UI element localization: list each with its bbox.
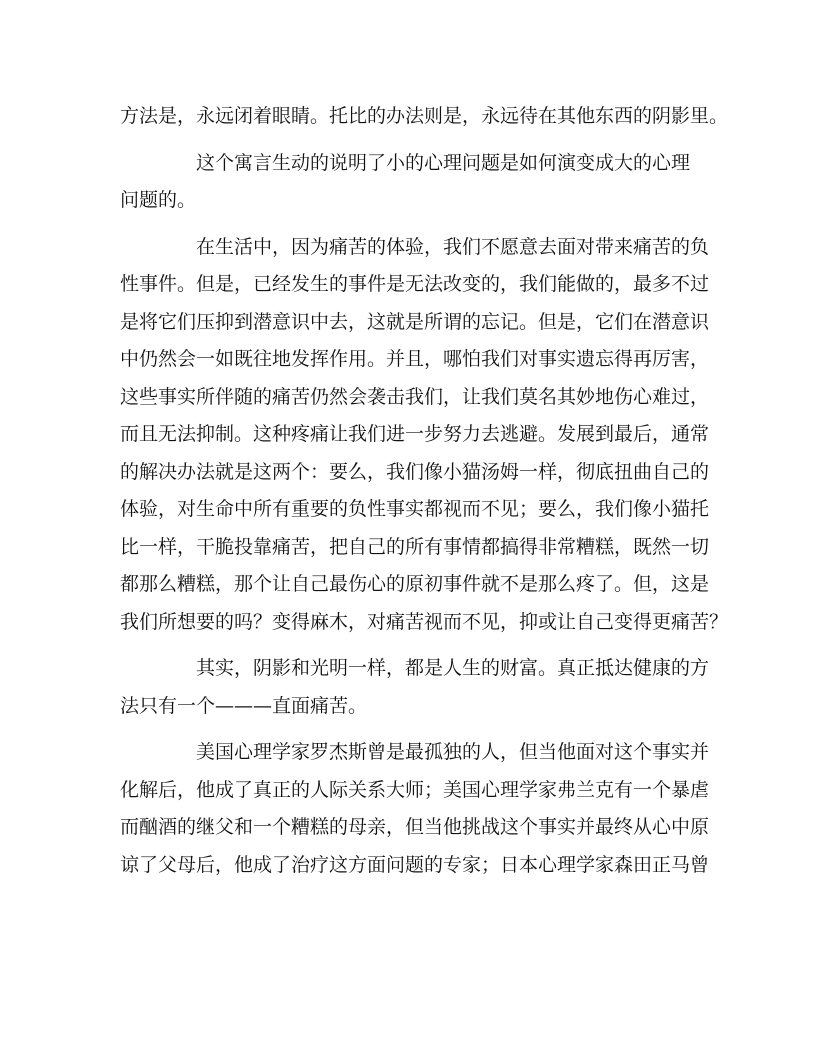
text-line: 其实，阴影和光明一样，都是人生的财富。真正抵达健康的方: [196, 657, 710, 679]
text-line: 谅了父母后，他成了治疗这方面问题的专家；日本心理学家森田正马曾: [120, 853, 710, 876]
text-line: 这个寓言生动的说明了小的心理问题是如何演变成大的心理: [196, 151, 691, 174]
text-line: 我们所想要的吗？变得麻木，对痛苦视而不见，抑或让自己变得更痛苦？: [120, 610, 729, 633]
text-line: 方法是，永远闭着眼睛。托比的办法则是，永远待在其他东西的阴影里。: [120, 105, 729, 127]
text-line: 法只有一个———直面痛苦。: [120, 694, 368, 717]
text-line: 而且无法抑制。这种疼痛让我们进一步努力去逃避。发展到最后，通常: [120, 423, 710, 445]
text-line: 是将它们压抑到潜意识中去，这就是所谓的忘记。但是，它们在潜意识: [120, 310, 710, 333]
text-line: 化解后，他成了真正的人际关系大师；美国心理学家弗兰克有一个暴虐: [120, 778, 710, 801]
text-line: 问题的。: [120, 189, 197, 211]
text-line: 性事件。但是，已经发生的事件是无法改变的，我们能做的，最多不过: [120, 273, 710, 295]
text-line: 的解决办法就是这两个：要么，我们像小猫汤姆一样，彻底扭曲自己的: [120, 460, 710, 483]
text-line: 体验，对生命中所有重要的负性事实都视而不见；要么，我们像小猫托: [120, 498, 710, 520]
text-line: 比一样，干脆投靠痛苦，把自己的所有事情都搞得非常糟糕，既然一切: [120, 535, 710, 558]
text-line: 中仍然会一如既往地发挥作用。并且，哪怕我们对事实遗忘得再厉害，: [120, 348, 710, 370]
text-line: 美国心理学家罗杰斯曾是最孤独的人，但当他面对这个事实并: [196, 741, 710, 763]
document-body: [120, 98, 729, 884]
text-line: 这些事实所伴随的痛苦仍然会袭击我们，让我们莫名其妙地伤心难过，: [120, 385, 710, 408]
text-line: 而酗酒的继父和一个糟糕的母亲，但当他挑战这个事实并最终从心中原: [120, 816, 710, 838]
text-line: 在生活中，因为痛苦的体验，我们不愿意去面对带来痛苦的负: [196, 235, 710, 258]
text-line: 都那么糟糕，那个让自己最伤心的原初事件就不是那么疼了。但，这是: [120, 573, 710, 595]
